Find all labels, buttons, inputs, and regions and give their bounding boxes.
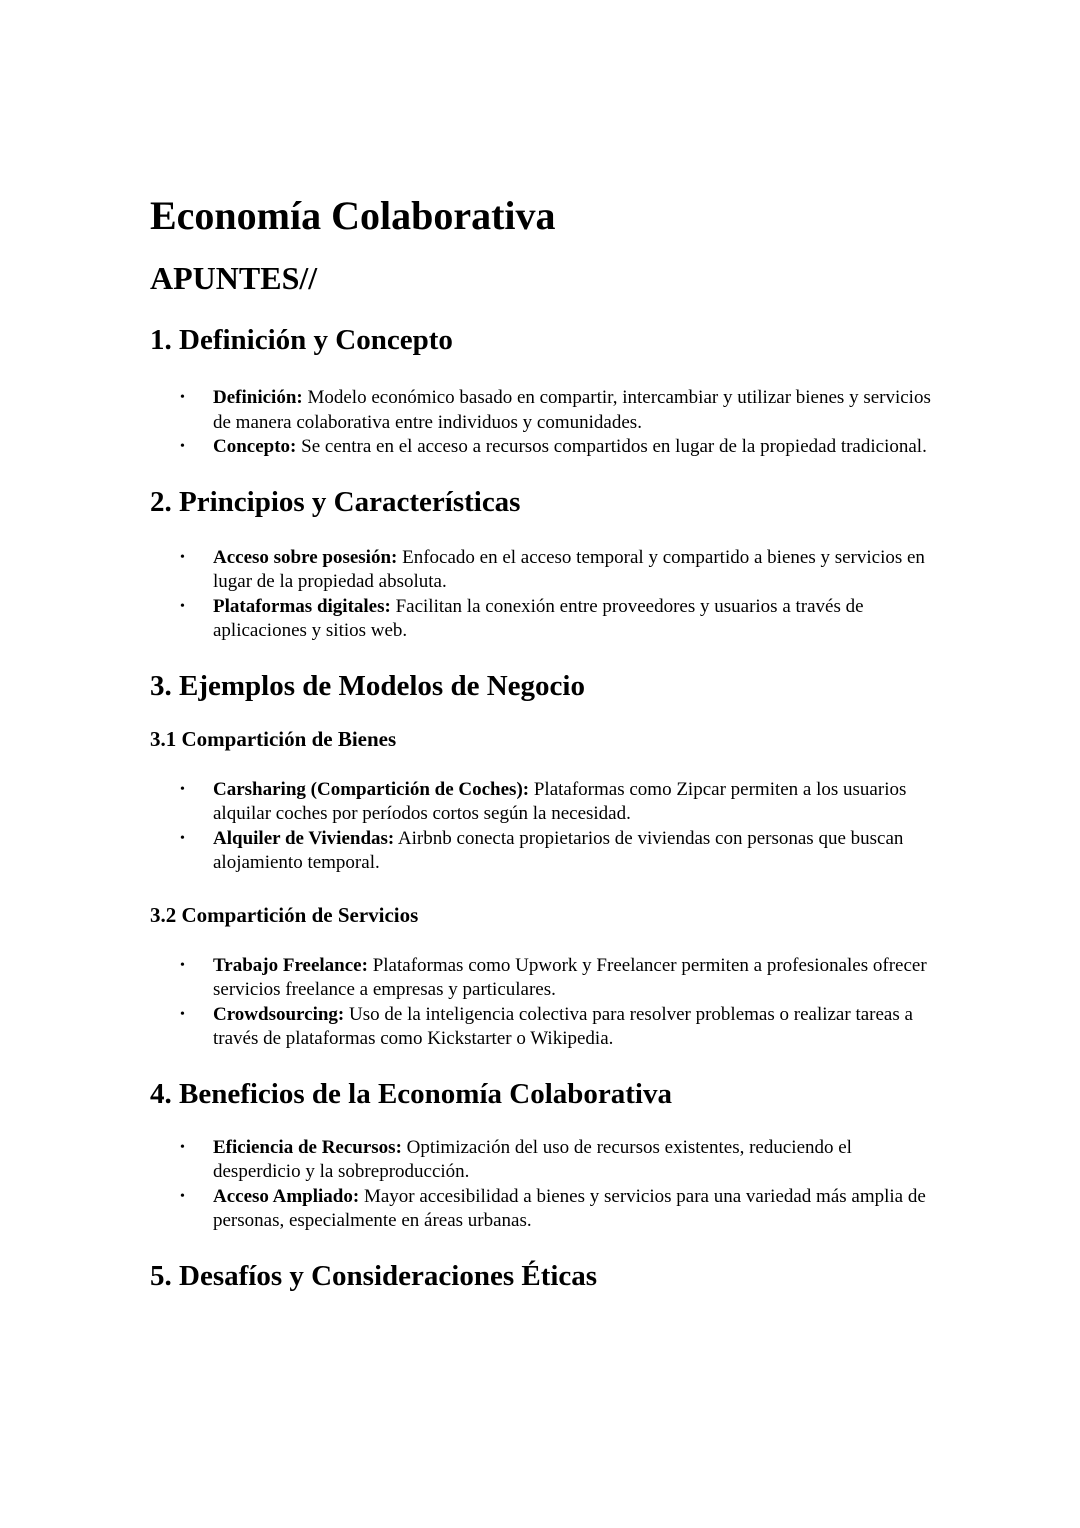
- list-item: [150, 778, 940, 827]
- bullet-icon: •: [180, 781, 185, 797]
- item-text: Uso de la inteligencia colectiva para resolver problemas o realizar tareas a través de plataformas como Kickstarter o Wikipedia.: [213, 1003, 913, 1049]
- bullet-icon: •: [180, 1006, 185, 1022]
- document-page: [150, 190, 940, 1296]
- section-list-definicion: [150, 386, 940, 460]
- section-heading-beneficios: 4. Beneficios de la Economía Colaborativa: [150, 1077, 672, 1110]
- section-list-beneficios: [150, 1136, 940, 1234]
- list-item: [150, 827, 940, 876]
- section-heading-ejemplos: 3. Ejemplos de Modelos de Negocio: [150, 669, 585, 702]
- document-subtitle: APUNTES//: [150, 260, 318, 296]
- section-list-principios: [150, 546, 940, 644]
- list-item: [150, 435, 940, 460]
- bullet-icon: •: [180, 957, 185, 973]
- item-text: Facilitan la conexión entre proveedores y usuarios a través de aplicaciones y sitios web.: [213, 595, 864, 641]
- item-text: Plataformas como Zipcar permiten a los usuarios alquilar coches por períodos cortos según la necesidad.: [213, 778, 907, 824]
- document-title: Economía Colaborativa: [150, 193, 556, 238]
- list-item: [150, 595, 940, 644]
- subsection-heading-servicios: 3.2 Compartición de Servicios: [150, 902, 419, 927]
- item-text: Enfocado en el acceso temporal y compartido a bienes y servicios en lugar de la propiedad absoluta.: [213, 546, 925, 592]
- item-term: Acceso sobre posesión:: [213, 546, 398, 568]
- bullet-icon: •: [180, 830, 185, 846]
- item-term: Acceso Ampliado:: [213, 1185, 360, 1207]
- item-term: Plataformas digitales:: [213, 595, 391, 617]
- subsection-heading-bienes: 3.1 Compartición de Bienes: [150, 726, 397, 751]
- bullet-icon: •: [180, 390, 185, 405]
- item-term: Concepto:: [213, 436, 297, 457]
- section-heading-definicion: 1. Definición y Concepto: [150, 324, 453, 356]
- item-text: Mayor accesibilidad a bienes y servicios para una variedad más amplia de personas, especialmente en áreas urbanas.: [213, 1185, 926, 1231]
- item-term: Crowdsourcing:: [213, 1003, 345, 1025]
- bullet-icon: •: [180, 1188, 185, 1204]
- section-heading-principios: 2. Principios y Características: [150, 485, 521, 518]
- list-item: [150, 1185, 940, 1234]
- subsection-list-servicios: [150, 954, 940, 1052]
- section-heading-desafios: 5. Desafíos y Consideraciones Éticas: [150, 1259, 598, 1292]
- item-text: Se centra en el acceso a recursos compartidos en lugar de la propiedad tradicional.: [296, 436, 927, 457]
- bullet-icon: •: [180, 439, 185, 454]
- list-item: [150, 386, 940, 435]
- item-text: Airbnb conecta propietarios de viviendas con personas que buscan alojamiento temporal.: [213, 827, 904, 873]
- bullet-icon: •: [180, 549, 185, 565]
- subsection-list-bienes: [150, 778, 940, 876]
- list-item: [150, 954, 940, 1003]
- bullet-icon: •: [180, 598, 185, 614]
- item-term: Alquiler de Viviendas:: [213, 827, 395, 849]
- item-term: Carsharing (Compartición de Coches):: [213, 778, 530, 800]
- list-item: [150, 546, 940, 595]
- item-term: Trabajo Freelance:: [213, 954, 368, 976]
- list-item: [150, 1136, 940, 1185]
- list-item: [150, 1003, 940, 1052]
- item-text: Optimización del uso de recursos existentes, reduciendo el desperdicio y la sobreproducción.: [213, 1136, 852, 1182]
- bullet-icon: •: [180, 1139, 185, 1155]
- item-term: Definición:: [213, 387, 303, 408]
- item-term: Eficiencia de Recursos:: [213, 1136, 402, 1158]
- item-text: Plataformas como Upwork y Freelancer permiten a profesionales ofrecer servicios freelance a empresas y particulares.: [213, 954, 927, 1000]
- item-text: Modelo económico basado en compartir, intercambiar y utilizar bienes y servicios de manera colaborativa entre individuos y comunidades.: [213, 387, 931, 433]
